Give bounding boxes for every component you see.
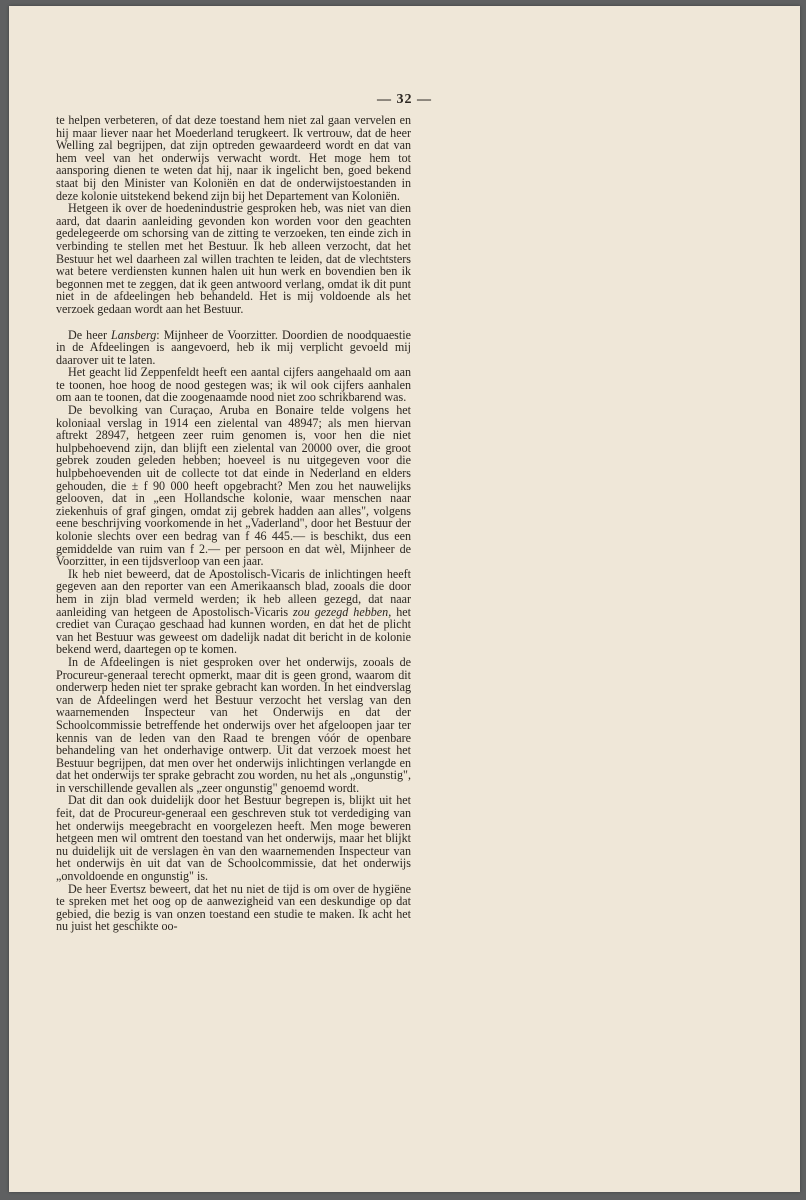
paragraph-7: In de Afdeelingen is niet gesproken over het onderwijs, zooals de Procureur-generaal terecht opmerkt, maar dit is geen grond, waarom dit onderwerp heden niet ter sprake gebracht kan worden. In het eindverslag van de Afdeelingen werd het Bestuur verzocht het verslag van den waarnemenden Inspecteur van het Onderwijs en dat der Schoolcommissie betreffende het onderwijs over het afgeloopen jaar ter kennis van de leden van den Raad te brengen vóór de openbare behandeling van het onderhavige ontwerp. Uit dat verzoek moest het Bestuur begrijpen, dat men over het onderwijs inlichtingen verlangde en dat het onderwijs ter sprake gebracht zou worden, nu het als „ongunstig", in verschillende gevallen als „zeer ongunstig" genoemd wordt. bbox=[56, 654, 411, 795]
paragraph-4: Het geacht lid Zeppenfeldt heeft een aantal cijfers aangehaald om aan te toonen, hoe hoog de nood gestegen was; ik wil ook cijfers aanhalen om aan te toonen, dat die zoogenaamde nood niet zoo schrikbarend was. bbox=[56, 365, 411, 405]
speaker-name: Lansberg bbox=[111, 327, 157, 342]
paragraph-9: De heer Evertsz beweert, dat het nu niet de tijd is om over de hygiëne te spreken met het oog op de aanwezigheid van een deskundige op dat gebied, die bezig is van onzen toestand een studie te maken. Ik acht het nu juist het geschikte oo- bbox=[56, 881, 411, 934]
paragraph-5: De bevolking van Curaçao, Aruba en Bonaire telde volgens het koloniaal verslag in 1914 een zielental van 48947; als men hiervan aftrekt 28947, hetgeen zeer ruim genomen is, voor hen die niet hulpbehoevend zijn, dan blijft een zielental van 20000 over, die groot gebrek zouden geleden hebben; hoeveel is nu uitgegeven voor die hulpbehoevenden uit de collecte tot dat einde in Nederland en elders gehouden, die ± f 90 000 heeft opgebracht? Men zou het nauwelijks gelooven, dat in „een Hollandsche kolonie, waar menschen naar ziekenhuis of graf gingen, omdat zij gebrek hadden aan alles", volgens eene beschrijving voorkomende in het „Vaderland", door het Bestuur der kolonie slechts over een bedrag van f 46 445.— is beschikt, dus een gemiddelde van ruim van f 2.— per persoon en dat wèl, Mijnheer de Voorzitter, in een tijdsverloop van een jaar. bbox=[56, 403, 411, 569]
paragraph-3 bbox=[56, 329, 411, 367]
paragraph-1: te helpen verbeteren, of dat deze toestand hem niet zal gaan vervelen en hij maar liever naar het Moederland terugkeert. Ik vertrouw, dat de heer Welling zal begrijpen, dat zijn optreden gewaardeerd wordt en dat van hem veel van het onderwijs verwacht wordt. Het moge hem tot aansporing dienen te weten dat hij, naar ik ingelicht ben, goed bekend staat bij den Minister van Koloniën en dat de onderwijstoestanden in deze kolonie uitstekend bekend zijn bij het Departement van Koloniën. bbox=[56, 113, 411, 203]
paragraph-8: Dat dit dan ook duidelijk door het Bestuur begrepen is, blijkt uit het feit, dat de Procureur-generaal een geschreven stuk tot verdediging van het onderwijs meegebracht en voorgelezen heeft. Men moge beweren hetgeen men wil omtrent den toestand van het onderwijs, maar het blijkt nu duidelijk uit de verslagen èn van den waarnemenden Inspecteur van het onderwijs èn uit dat van de Schoolcommissie, dat het onderwijs „onvoldoende en ongunstig" is. bbox=[56, 793, 411, 884]
text-column bbox=[56, 114, 411, 933]
document-page bbox=[9, 6, 800, 1192]
paragraph-3-intro: De heer bbox=[68, 327, 112, 342]
page-number: — 32 — bbox=[377, 92, 432, 107]
paragraph-3-body: : Mijnheer de Voorzitter. Doordien de noodquaestie in de Afdeelingen is aangevoerd, heb ik mij verplicht gevoeld mij daarover uit te laten. bbox=[56, 327, 411, 367]
paragraph-6-italic: zou gezegd hebben, bbox=[292, 604, 392, 619]
paragraph-2: Hetgeen ik over de hoedenindustrie gesproken heb, was niet van dien aard, dat daarin aanleiding gevonden kon worden voor den geachten gedelegeerde om schorsing van de zitting te verzoeken, ten einde zich in verbinding te stellen met het Bestuur. Ik heb alleen verzocht, dat het Bestuur het wel daarheen zal willen trachten te leiden, dat de vlechtsters wat betere verdiensten kunnen halen uit hun werk en bovendien ben ik begonnen met te zeggen, dat ik geen antwoord verlang, omdat ik dit punt niet in de afdeelingen heb behandeld. Het is mij voldoende als het verzoek gedaan wordt aan het Bestuur. bbox=[56, 201, 411, 316]
paragraph-6-part-a: Ik heb niet beweerd, dat de Apostolisch-Vicaris de inlichtingen heeft gegeven aan den reporter van een Amerikaansch blad, zooals die door hem in zijn blad vermeld werden; ik heb alleen gezegd, dat naar aanleiding van hetgeen de Apostolisch-Vicaris bbox=[56, 566, 411, 619]
paragraph-6-part-b: het crediet van Curaçao geschaad had kunnen worden, en dat het de plicht van het Bestuur was geweest om dadelijk nadat dit bericht in de kolonie bekend werd, daartegen op te komen. bbox=[56, 604, 411, 657]
paragraph-6 bbox=[56, 568, 411, 656]
